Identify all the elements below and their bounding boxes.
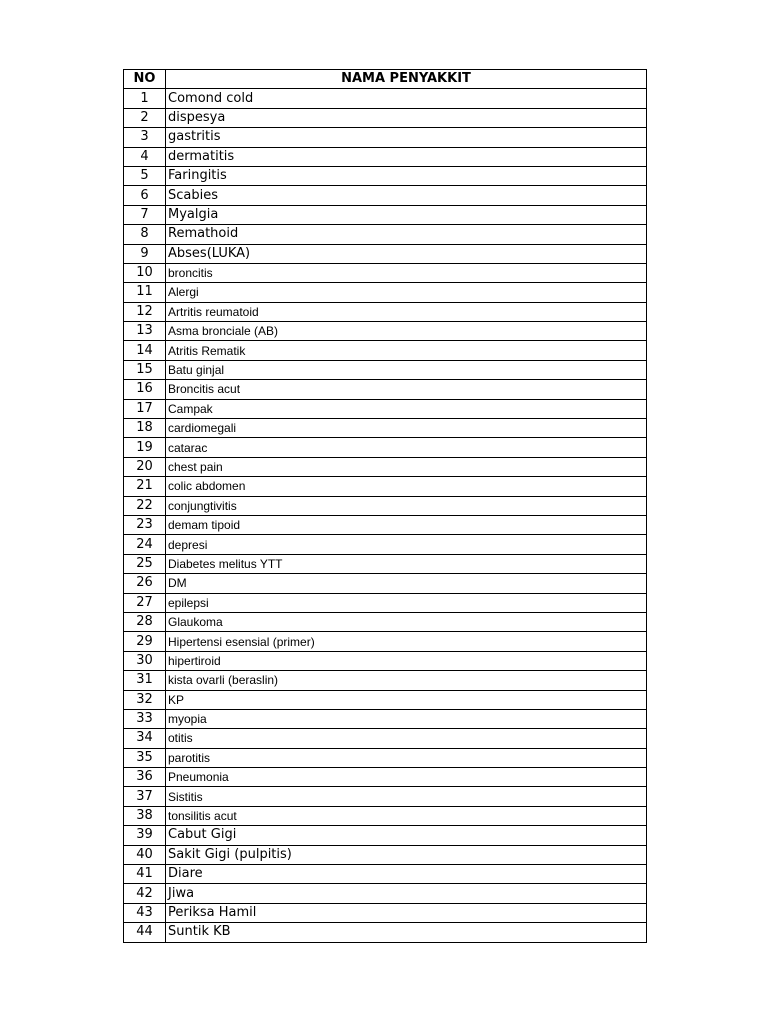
row-number: 33 [124, 709, 166, 728]
table-row [124, 380, 647, 399]
table-row [124, 554, 647, 573]
row-number: 9 [124, 244, 166, 263]
row-number: 10 [124, 263, 166, 282]
table-row [124, 147, 647, 166]
disease-name: catarac [166, 438, 647, 457]
header-disease-name: NAMA PENYAKKIT [166, 70, 647, 89]
table-row [124, 263, 647, 282]
disease-name: demam tipoid [166, 515, 647, 534]
table-row [124, 205, 647, 224]
row-number: 11 [124, 283, 166, 302]
row-number: 38 [124, 806, 166, 825]
disease-name: kista ovarli (beraslin) [166, 671, 647, 690]
row-number: 31 [124, 671, 166, 690]
disease-name: dermatitis [166, 147, 647, 166]
disease-name: broncitis [166, 263, 647, 282]
table-row [124, 419, 647, 438]
disease-name: Pneumonia [166, 768, 647, 787]
disease-name: Batu ginjal [166, 360, 647, 379]
row-number: 44 [124, 923, 166, 942]
row-number: 4 [124, 147, 166, 166]
row-number: 17 [124, 399, 166, 418]
table-row [124, 322, 647, 341]
disease-name: parotitis [166, 748, 647, 767]
disease-name: Asma bronciale (AB) [166, 322, 647, 341]
disease-name: Diare [166, 865, 647, 884]
row-number: 25 [124, 554, 166, 573]
table-row [124, 166, 647, 185]
table-row [124, 457, 647, 476]
table-row [124, 593, 647, 612]
row-number: 18 [124, 419, 166, 438]
row-number: 29 [124, 632, 166, 651]
row-number: 26 [124, 574, 166, 593]
row-number: 42 [124, 884, 166, 903]
table-row [124, 612, 647, 631]
row-number: 6 [124, 186, 166, 205]
table-row [124, 341, 647, 360]
table-row [124, 89, 647, 108]
disease-name: KP [166, 690, 647, 709]
disease-name: myopia [166, 709, 647, 728]
row-number: 41 [124, 865, 166, 884]
table-row [124, 438, 647, 457]
disease-name: cardiomegali [166, 419, 647, 438]
disease-name: otitis [166, 729, 647, 748]
disease-name: dispesya [166, 108, 647, 127]
row-number: 1 [124, 89, 166, 108]
table-row [124, 574, 647, 593]
table-row [124, 806, 647, 825]
row-number: 37 [124, 787, 166, 806]
table-row [124, 923, 647, 942]
header-no: NO [124, 70, 166, 89]
row-number: 39 [124, 826, 166, 845]
row-number: 30 [124, 651, 166, 670]
row-number: 22 [124, 496, 166, 515]
row-number: 27 [124, 593, 166, 612]
disease-name: Jiwa [166, 884, 647, 903]
row-number: 12 [124, 302, 166, 321]
row-number: 7 [124, 205, 166, 224]
disease-name: Periksa Hamil [166, 903, 647, 922]
disease-name: Remathoid [166, 225, 647, 244]
row-number: 28 [124, 612, 166, 631]
disease-name: depresi [166, 535, 647, 554]
row-number: 35 [124, 748, 166, 767]
table-row [124, 360, 647, 379]
disease-name: colic abdomen [166, 477, 647, 496]
row-number: 34 [124, 729, 166, 748]
table-row [124, 186, 647, 205]
table-row [124, 709, 647, 728]
row-number: 14 [124, 341, 166, 360]
table-row [124, 225, 647, 244]
disease-name: Myalgia [166, 205, 647, 224]
table-row [124, 845, 647, 864]
table-row [124, 651, 647, 670]
row-number: 13 [124, 322, 166, 341]
disease-name: gastritis [166, 128, 647, 147]
disease-name: Sistitis [166, 787, 647, 806]
table-row [124, 128, 647, 147]
disease-name: Alergi [166, 283, 647, 302]
table-row [124, 884, 647, 903]
table-header-row [124, 70, 647, 89]
table-row [124, 496, 647, 515]
disease-name: Artritis reumatoid [166, 302, 647, 321]
table-row [124, 826, 647, 845]
row-number: 19 [124, 438, 166, 457]
table-row [124, 515, 647, 534]
table-row [124, 671, 647, 690]
row-number: 3 [124, 128, 166, 147]
table-row [124, 477, 647, 496]
table-row [124, 399, 647, 418]
disease-name: Campak [166, 399, 647, 418]
disease-name: Diabetes melitus YTT [166, 554, 647, 573]
disease-name: Sakit Gigi (pulpitis) [166, 845, 647, 864]
disease-name: Scabies [166, 186, 647, 205]
row-number: 36 [124, 768, 166, 787]
disease-name: Suntik KB [166, 923, 647, 942]
disease-name: epilepsi [166, 593, 647, 612]
row-number: 15 [124, 360, 166, 379]
disease-name: Glaukoma [166, 612, 647, 631]
disease-name: DM [166, 574, 647, 593]
disease-name: tonsilitis acut [166, 806, 647, 825]
row-number: 16 [124, 380, 166, 399]
row-number: 40 [124, 845, 166, 864]
table-row [124, 283, 647, 302]
disease-name: hipertiroid [166, 651, 647, 670]
disease-name: conjungtivitis [166, 496, 647, 515]
disease-name: Abses(LUKA) [166, 244, 647, 263]
table-row [124, 244, 647, 263]
row-number: 20 [124, 457, 166, 476]
table-body [124, 89, 647, 942]
row-number: 23 [124, 515, 166, 534]
disease-name: Hipertensi esensial (primer) [166, 632, 647, 651]
row-number: 5 [124, 166, 166, 185]
row-number: 32 [124, 690, 166, 709]
disease-name: Atritis Rematik [166, 341, 647, 360]
disease-name: Cabut Gigi [166, 826, 647, 845]
table-row [124, 903, 647, 922]
disease-name: chest pain [166, 457, 647, 476]
disease-table [123, 69, 647, 943]
table-row [124, 302, 647, 321]
disease-name: Broncitis acut [166, 380, 647, 399]
table-row [124, 108, 647, 127]
table-row [124, 865, 647, 884]
table-row [124, 787, 647, 806]
row-number: 24 [124, 535, 166, 554]
row-number: 21 [124, 477, 166, 496]
row-number: 43 [124, 903, 166, 922]
disease-name: Faringitis [166, 166, 647, 185]
row-number: 2 [124, 108, 166, 127]
row-number: 8 [124, 225, 166, 244]
table-row [124, 690, 647, 709]
table-row [124, 535, 647, 554]
table-row [124, 632, 647, 651]
table-row [124, 729, 647, 748]
disease-name: Comond cold [166, 89, 647, 108]
table-row [124, 768, 647, 787]
table-row [124, 748, 647, 767]
